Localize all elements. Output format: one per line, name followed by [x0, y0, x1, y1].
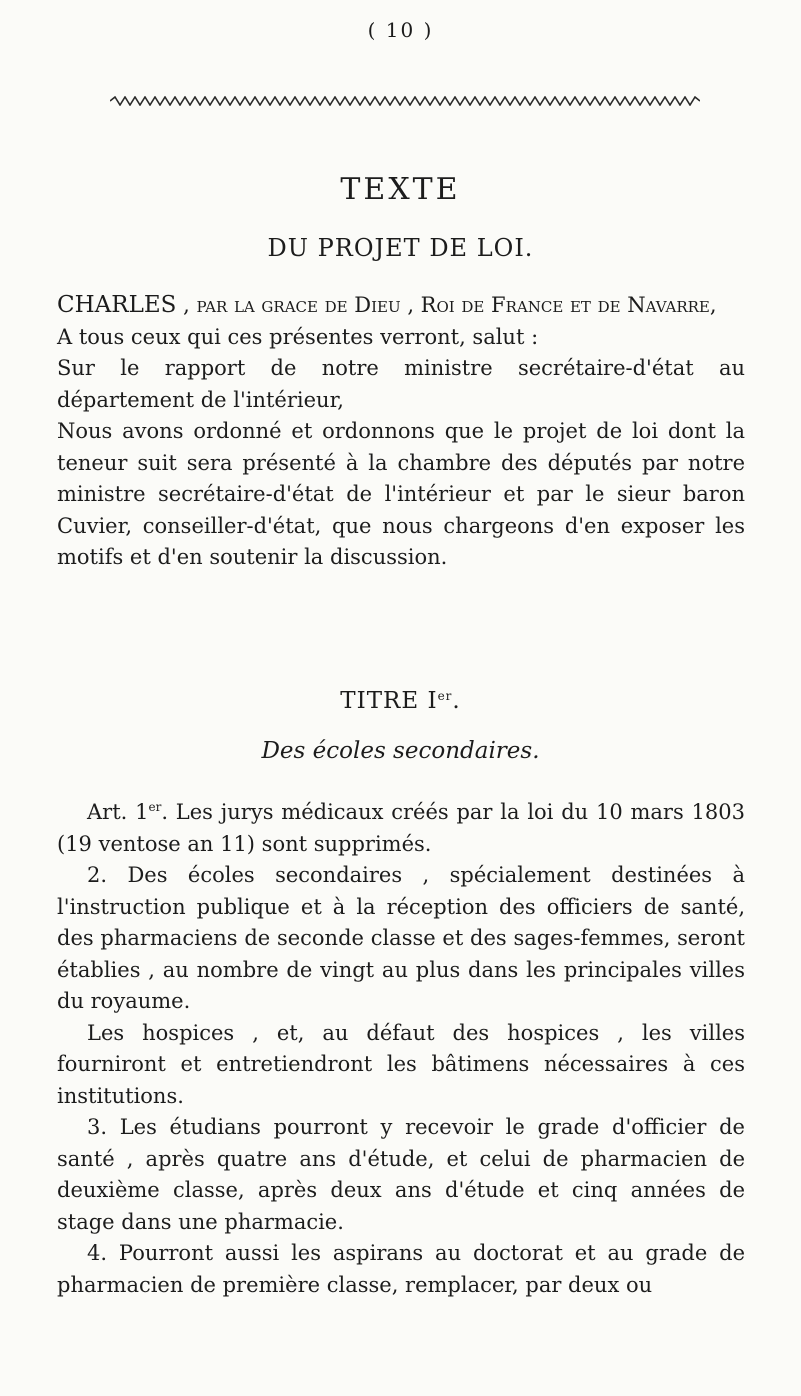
titre-label: TITRE I	[340, 688, 438, 714]
preamble	[57, 290, 745, 574]
titre-subtitle: Des écoles secondaires.	[261, 738, 540, 764]
document-subtitle: DU PROJET DE LOI.	[267, 234, 534, 262]
titre-label-sup: er	[437, 689, 453, 703]
preamble-report: Sur le rapport de notre ministre secrétaire-d'état au département de l'intérieur,	[57, 356, 745, 412]
article-1-lead-sup: er	[148, 800, 162, 814]
article-3	[57, 1112, 745, 1238]
article-2-text: Des écoles secondaires , spécialement destinées à l'instruction publique et à la réception des officiers de santé, des pharmaciens de seconde classe et des sages-femmes, seront établies , au nombre de vingt au plus dans les principales villes du royaume.	[57, 863, 745, 1013]
article-2-continued	[57, 1018, 745, 1113]
greeting-text: A tous ceux qui ces présentes verront, salut :	[57, 324, 539, 349]
preamble-greeting	[57, 322, 745, 354]
preamble-order: Nous avons ordonné et ordonnons que le projet de loi dont la teneur suit sera présenté à la chambre des députés par notre ministre secrétaire-d'état de l'intérieur et par le sieur baron Cuvier, conseiller-d'état, que nous chargeons d'en exposer les motifs et d'en soutenir la discussion.	[57, 419, 745, 569]
articles	[57, 792, 745, 1301]
titre-label-end: .	[452, 688, 461, 714]
sovereign-name: CHARLES	[57, 292, 177, 318]
document-title: TEXTE	[340, 172, 461, 207]
page-number: ( 10 )	[367, 18, 434, 42]
article-3-lead: 3.	[87, 1115, 108, 1139]
article-1-text: . Les jurys médicaux créés par la loi du 10 mars 1803 (19 ventose an 11) sont supprimés.	[57, 800, 745, 856]
article-1	[57, 792, 745, 860]
titre-heading	[0, 688, 801, 714]
article-2b-text: Les hospices , et, au défaut des hospices , les villes fourniront et entretiendront les bâtimens nécessaires à ces institutions.	[57, 1020, 745, 1108]
article-3-text: Les étudians pourront y recevoir le grade d'officier de santé , après quatre ans d'étude, et celui de pharmacien de deuxième classe, après deux ans d'étude et cinq années de stage dans une pharmacie.	[57, 1115, 745, 1234]
sovereign-titles: , par la grace de Dieu , Roi de France et de Navarre,	[183, 293, 717, 317]
article-4-text: Pourront aussi les aspirans au doctorat et au grade de pharmacien de première classe, remplacer, par deux ou	[57, 1241, 745, 1297]
article-1-lead: Art. 1	[87, 800, 149, 824]
article-2	[57, 860, 745, 1018]
article-4-lead: 4.	[87, 1241, 108, 1265]
decorative-rule	[110, 96, 700, 106]
article-4	[57, 1238, 745, 1301]
article-2-lead: 2.	[87, 863, 108, 887]
preamble-sovereign	[57, 290, 745, 322]
